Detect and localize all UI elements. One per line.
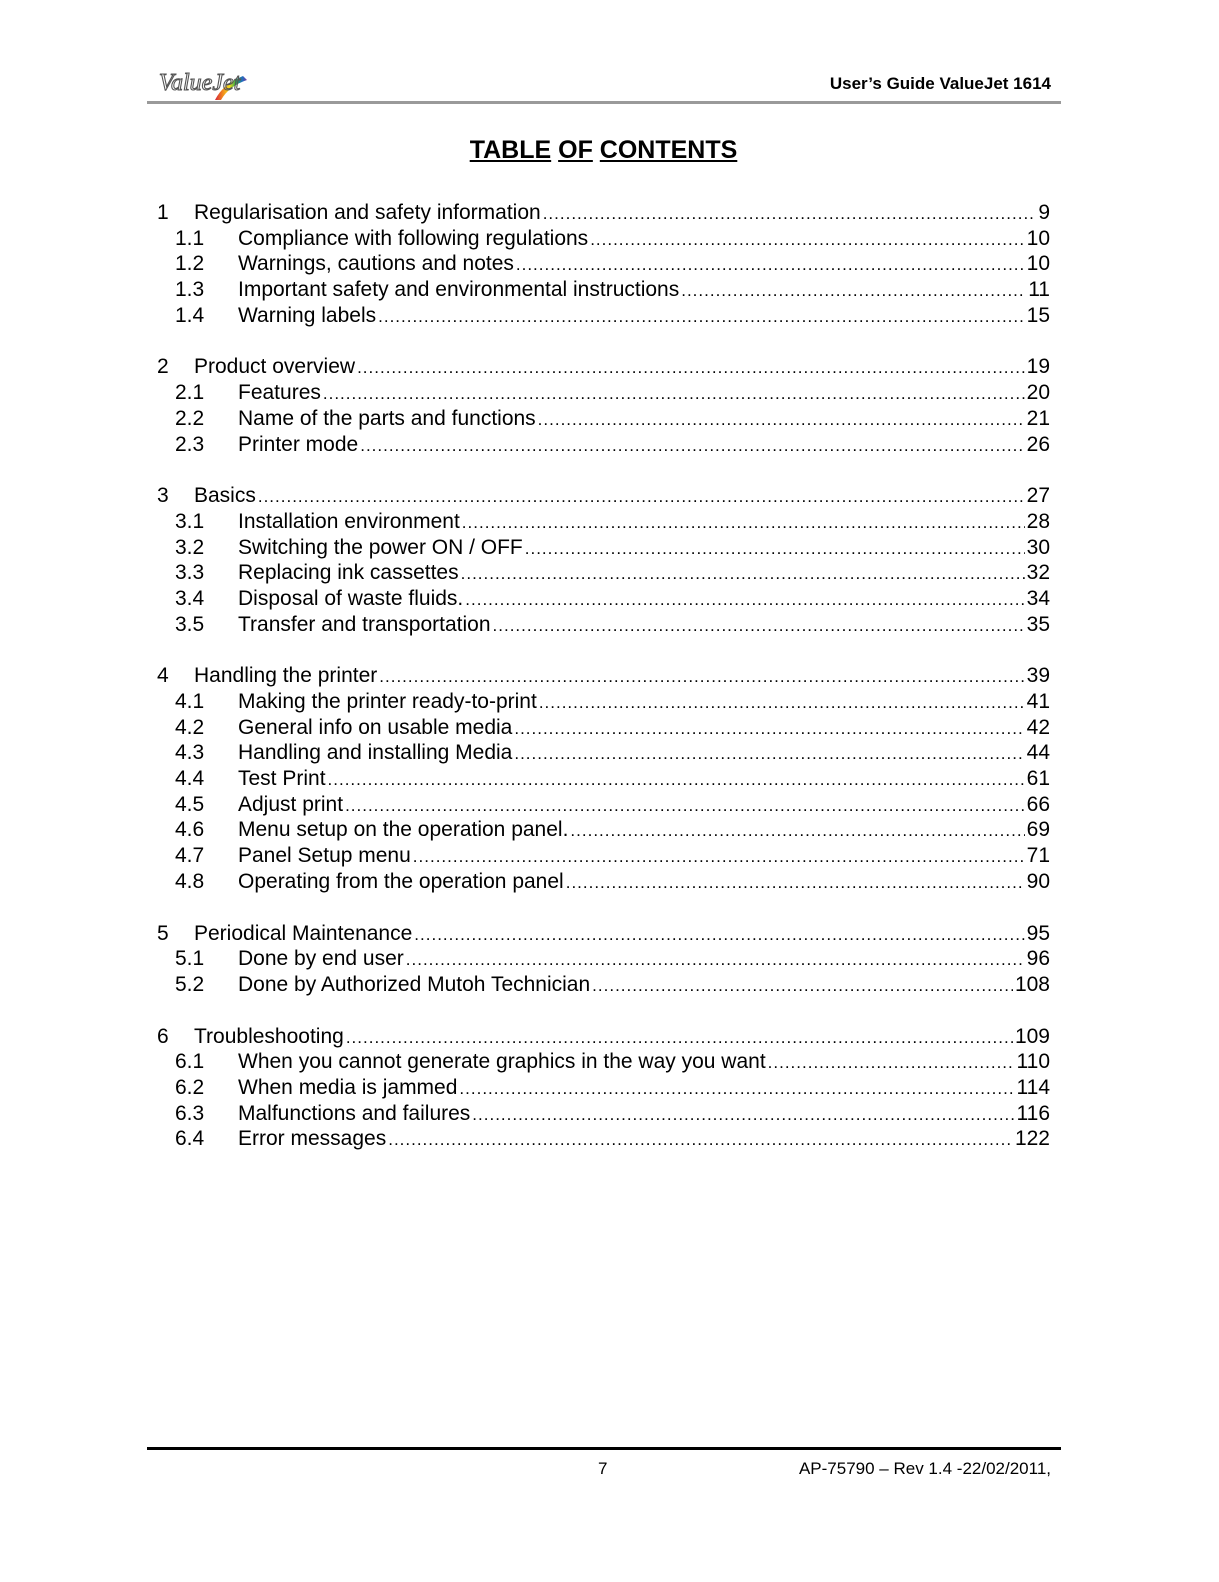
dot-leader bbox=[465, 587, 1024, 613]
toc-chapter-entry[interactable] bbox=[157, 200, 1050, 226]
entry-page: 34 bbox=[1026, 586, 1050, 610]
entry-title: Basics bbox=[194, 484, 256, 508]
entry-title: Handling the printer bbox=[194, 664, 378, 688]
toc-section bbox=[157, 200, 1050, 328]
toc-subsection-entry[interactable] bbox=[157, 586, 1050, 612]
dot-leader bbox=[566, 870, 1025, 896]
entry-page: 35 bbox=[1026, 612, 1050, 636]
dot-leader bbox=[346, 1025, 1013, 1051]
entry-page: 19 bbox=[1026, 355, 1050, 379]
entry-title: Operating from the operation panel bbox=[238, 869, 564, 893]
entry-page: 66 bbox=[1026, 792, 1050, 816]
table-of-contents bbox=[157, 200, 1050, 1178]
dot-leader bbox=[570, 818, 1024, 844]
entry-page: 95 bbox=[1026, 921, 1050, 945]
toc-subsection-entry[interactable] bbox=[157, 1101, 1050, 1127]
entry-page: 90 bbox=[1026, 869, 1050, 893]
entry-number: 2.3 bbox=[175, 432, 205, 456]
toc-subsection-entry[interactable] bbox=[157, 843, 1050, 869]
entry-title: Error messages bbox=[238, 1127, 387, 1151]
entry-title: Replacing ink cassettes bbox=[238, 561, 459, 585]
entry-number: 4.8 bbox=[175, 869, 205, 893]
dot-leader bbox=[592, 973, 1013, 999]
entry-title: When media is jammed bbox=[238, 1075, 458, 1099]
entry-title: Periodical Maintenance bbox=[194, 921, 413, 945]
dot-leader bbox=[379, 664, 1024, 690]
toc-subsection-entry[interactable] bbox=[157, 277, 1050, 303]
entry-title: Menu setup on the operation panel. bbox=[238, 818, 569, 842]
dot-leader bbox=[516, 252, 1025, 278]
entry-number: 5.1 bbox=[175, 947, 205, 971]
dot-leader bbox=[328, 767, 1025, 793]
toc-subsection-entry[interactable] bbox=[157, 817, 1050, 843]
entry-number: 6.3 bbox=[175, 1101, 205, 1125]
entry-page: 11 bbox=[1028, 278, 1050, 302]
entry-number: 3.2 bbox=[175, 535, 205, 559]
toc-subsection-entry[interactable] bbox=[157, 972, 1050, 998]
entry-title: Important safety and environmental instructions bbox=[238, 278, 680, 302]
entry-page: 109 bbox=[1014, 1024, 1050, 1048]
entry-number: 4.4 bbox=[175, 767, 205, 791]
toc-chapter-entry[interactable] bbox=[157, 1024, 1050, 1050]
entry-page: 71 bbox=[1026, 844, 1050, 868]
dot-leader bbox=[378, 304, 1025, 330]
toc-subsection-entry[interactable] bbox=[157, 612, 1050, 638]
entry-number: 1 bbox=[157, 201, 169, 224]
entry-page: 110 bbox=[1016, 1050, 1050, 1074]
toc-subsection-entry[interactable] bbox=[157, 303, 1050, 329]
toc-subsection-entry[interactable] bbox=[157, 560, 1050, 586]
page-number: 7 bbox=[598, 1459, 608, 1478]
entry-page: 61 bbox=[1026, 767, 1050, 791]
dot-leader bbox=[323, 381, 1025, 407]
toc-subsection-entry[interactable] bbox=[157, 1075, 1050, 1101]
entry-title: General info on usable media bbox=[238, 715, 513, 739]
entry-title: Warnings, cautions and notes bbox=[238, 252, 514, 276]
entry-number: 1.4 bbox=[175, 303, 205, 327]
dot-leader bbox=[414, 922, 1024, 948]
entry-page: 15 bbox=[1026, 303, 1050, 327]
toc-section bbox=[157, 483, 1050, 637]
dot-leader bbox=[493, 613, 1025, 639]
entry-page: 27 bbox=[1026, 484, 1050, 508]
entry-number: 1.1 bbox=[175, 226, 205, 250]
entry-number: 1.3 bbox=[175, 278, 205, 302]
entry-number: 2.2 bbox=[175, 406, 205, 430]
entry-title: Adjust print bbox=[238, 792, 344, 816]
entry-number: 3.1 bbox=[175, 509, 205, 533]
dot-leader bbox=[357, 355, 1025, 381]
dot-leader bbox=[258, 484, 1025, 510]
entry-number: 5.2 bbox=[175, 972, 205, 996]
entry-number: 6.1 bbox=[175, 1050, 205, 1074]
entry-title: Malfunctions and failures bbox=[238, 1101, 471, 1125]
toc-section bbox=[157, 663, 1050, 894]
entry-title: Regularisation and safety information bbox=[194, 201, 541, 224]
entry-title: Troubleshooting bbox=[194, 1024, 344, 1048]
document-title: User’s Guide ValueJet 1614 bbox=[829, 74, 1051, 93]
entry-number: 2 bbox=[157, 355, 169, 379]
toc-chapter-entry[interactable] bbox=[157, 354, 1050, 380]
toc-subsection-entry[interactable] bbox=[157, 689, 1050, 715]
dot-leader bbox=[461, 561, 1025, 587]
footer-rule bbox=[147, 1447, 1061, 1450]
toc-subsection-entry[interactable] bbox=[157, 1126, 1050, 1152]
entry-number: 3.5 bbox=[175, 612, 205, 636]
toc-section bbox=[157, 354, 1050, 457]
entry-title: Making the printer ready-to-print bbox=[238, 690, 537, 713]
toc-subsection-entry[interactable] bbox=[157, 869, 1050, 895]
entry-number: 3.3 bbox=[175, 561, 205, 585]
entry-title: Panel Setup menu bbox=[238, 844, 411, 868]
entry-page: 21 bbox=[1026, 406, 1050, 430]
entry-title: Transfer and transportation bbox=[238, 612, 491, 636]
entry-page: 41 bbox=[1026, 690, 1050, 713]
entry-page: 26 bbox=[1026, 432, 1050, 456]
entry-title: Handling and installing Media bbox=[238, 741, 513, 765]
entry-number: 3 bbox=[157, 484, 169, 508]
toc-subsection-entry[interactable] bbox=[157, 380, 1050, 406]
entry-number: 1.2 bbox=[175, 252, 205, 276]
entry-number: 4.7 bbox=[175, 844, 205, 868]
dot-leader bbox=[768, 1050, 1015, 1076]
toc-subsection-entry[interactable] bbox=[157, 1049, 1050, 1075]
entry-title: Name of the parts and functions bbox=[238, 406, 536, 430]
entry-page: 42 bbox=[1026, 715, 1050, 739]
entry-title: Test Print bbox=[238, 767, 326, 791]
header-rule bbox=[147, 101, 1061, 104]
entry-page: 114 bbox=[1016, 1075, 1050, 1099]
dot-leader bbox=[590, 227, 1024, 253]
entry-title: Product overview bbox=[194, 355, 356, 379]
entry-page: 20 bbox=[1026, 381, 1050, 405]
entry-page: 10 bbox=[1026, 226, 1050, 250]
toc-subsection-entry[interactable] bbox=[157, 406, 1050, 432]
entry-number: 6.4 bbox=[175, 1127, 205, 1151]
entry-number: 4.6 bbox=[175, 818, 205, 842]
entry-number: 6 bbox=[157, 1024, 169, 1048]
entry-page: 122 bbox=[1014, 1127, 1050, 1151]
entry-page: 28 bbox=[1026, 509, 1050, 533]
entry-page: 9 bbox=[1038, 201, 1050, 224]
toc-chapter-entry[interactable] bbox=[157, 921, 1050, 947]
entry-page: 44 bbox=[1026, 741, 1050, 765]
entry-title: Done by Authorized Mutoh Technician bbox=[238, 972, 591, 996]
dot-leader bbox=[462, 510, 1025, 536]
dot-leader bbox=[472, 1102, 1014, 1128]
toc-chapter-entry[interactable] bbox=[157, 663, 1050, 689]
dot-leader bbox=[525, 536, 1025, 562]
entry-page: 69 bbox=[1026, 818, 1050, 842]
svg-text:ValueJet: ValueJet bbox=[159, 70, 241, 96]
entry-title: Installation environment bbox=[238, 509, 460, 533]
entry-title: Compliance with following regulations bbox=[238, 226, 589, 250]
entry-number: 3.4 bbox=[175, 586, 205, 610]
toc-subsection-entry[interactable] bbox=[157, 432, 1050, 458]
entry-page: 116 bbox=[1016, 1101, 1050, 1125]
dot-leader bbox=[413, 844, 1025, 870]
toc-heading-word: TABLE bbox=[469, 136, 552, 164]
entry-number: 4 bbox=[157, 664, 169, 688]
toc-subsection-entry[interactable] bbox=[157, 509, 1050, 535]
dot-leader bbox=[514, 741, 1024, 767]
toc-heading-word: OF bbox=[558, 136, 593, 164]
entry-number: 4.5 bbox=[175, 792, 205, 816]
page-header bbox=[147, 62, 1061, 104]
entry-title: Warning labels bbox=[238, 303, 377, 327]
entry-page: 108 bbox=[1014, 972, 1050, 996]
dot-leader bbox=[406, 947, 1025, 973]
entry-title: When you cannot generate graphics in the way you want bbox=[238, 1050, 766, 1074]
entry-number: 5 bbox=[157, 921, 169, 945]
toc-section bbox=[157, 921, 1050, 998]
toc-subsection-entry[interactable] bbox=[157, 792, 1050, 818]
toc-heading-word: CONTENTS bbox=[599, 136, 738, 164]
dot-leader bbox=[543, 201, 1037, 227]
valuejet-logo bbox=[157, 66, 283, 102]
dot-leader bbox=[345, 793, 1025, 819]
toc-subsection-entry[interactable] bbox=[157, 251, 1050, 277]
entry-title: Features bbox=[238, 381, 321, 405]
toc-subsection-entry[interactable] bbox=[157, 226, 1050, 252]
toc-subsection-entry[interactable] bbox=[157, 766, 1050, 792]
entry-page: 10 bbox=[1026, 252, 1050, 276]
dot-leader bbox=[459, 1076, 1014, 1102]
entry-title: Printer mode bbox=[238, 432, 359, 456]
entry-page: 32 bbox=[1026, 561, 1050, 585]
dot-leader bbox=[539, 690, 1025, 716]
entry-number: 4.3 bbox=[175, 741, 205, 765]
toc-subsection-entry[interactable] bbox=[157, 535, 1050, 561]
toc-section bbox=[157, 1024, 1050, 1152]
entry-title: Disposal of waste fluids. bbox=[238, 586, 464, 610]
toc-chapter-entry[interactable] bbox=[157, 483, 1050, 509]
toc-subsection-entry[interactable] bbox=[157, 740, 1050, 766]
entry-number: 4.1 bbox=[175, 690, 205, 713]
entry-number: 6.2 bbox=[175, 1075, 205, 1099]
toc-heading bbox=[0, 136, 1207, 165]
dot-leader bbox=[388, 1127, 1013, 1153]
document-reference: AP-75790 – Rev 1.4 -22/02/2011, bbox=[798, 1459, 1051, 1478]
entry-title: Done by end user bbox=[238, 947, 404, 971]
entry-number: 4.2 bbox=[175, 715, 205, 739]
dot-leader bbox=[681, 278, 1026, 304]
entry-title: Switching the power ON / OFF bbox=[238, 535, 523, 559]
entry-number: 2.1 bbox=[175, 381, 205, 405]
dot-leader bbox=[514, 716, 1024, 742]
dot-leader bbox=[360, 433, 1024, 459]
entry-page: 96 bbox=[1026, 947, 1050, 971]
entry-page: 30 bbox=[1026, 535, 1050, 559]
toc-subsection-entry[interactable] bbox=[157, 946, 1050, 972]
entry-page: 39 bbox=[1026, 664, 1050, 688]
toc-subsection-entry[interactable] bbox=[157, 715, 1050, 741]
dot-leader bbox=[538, 407, 1025, 433]
